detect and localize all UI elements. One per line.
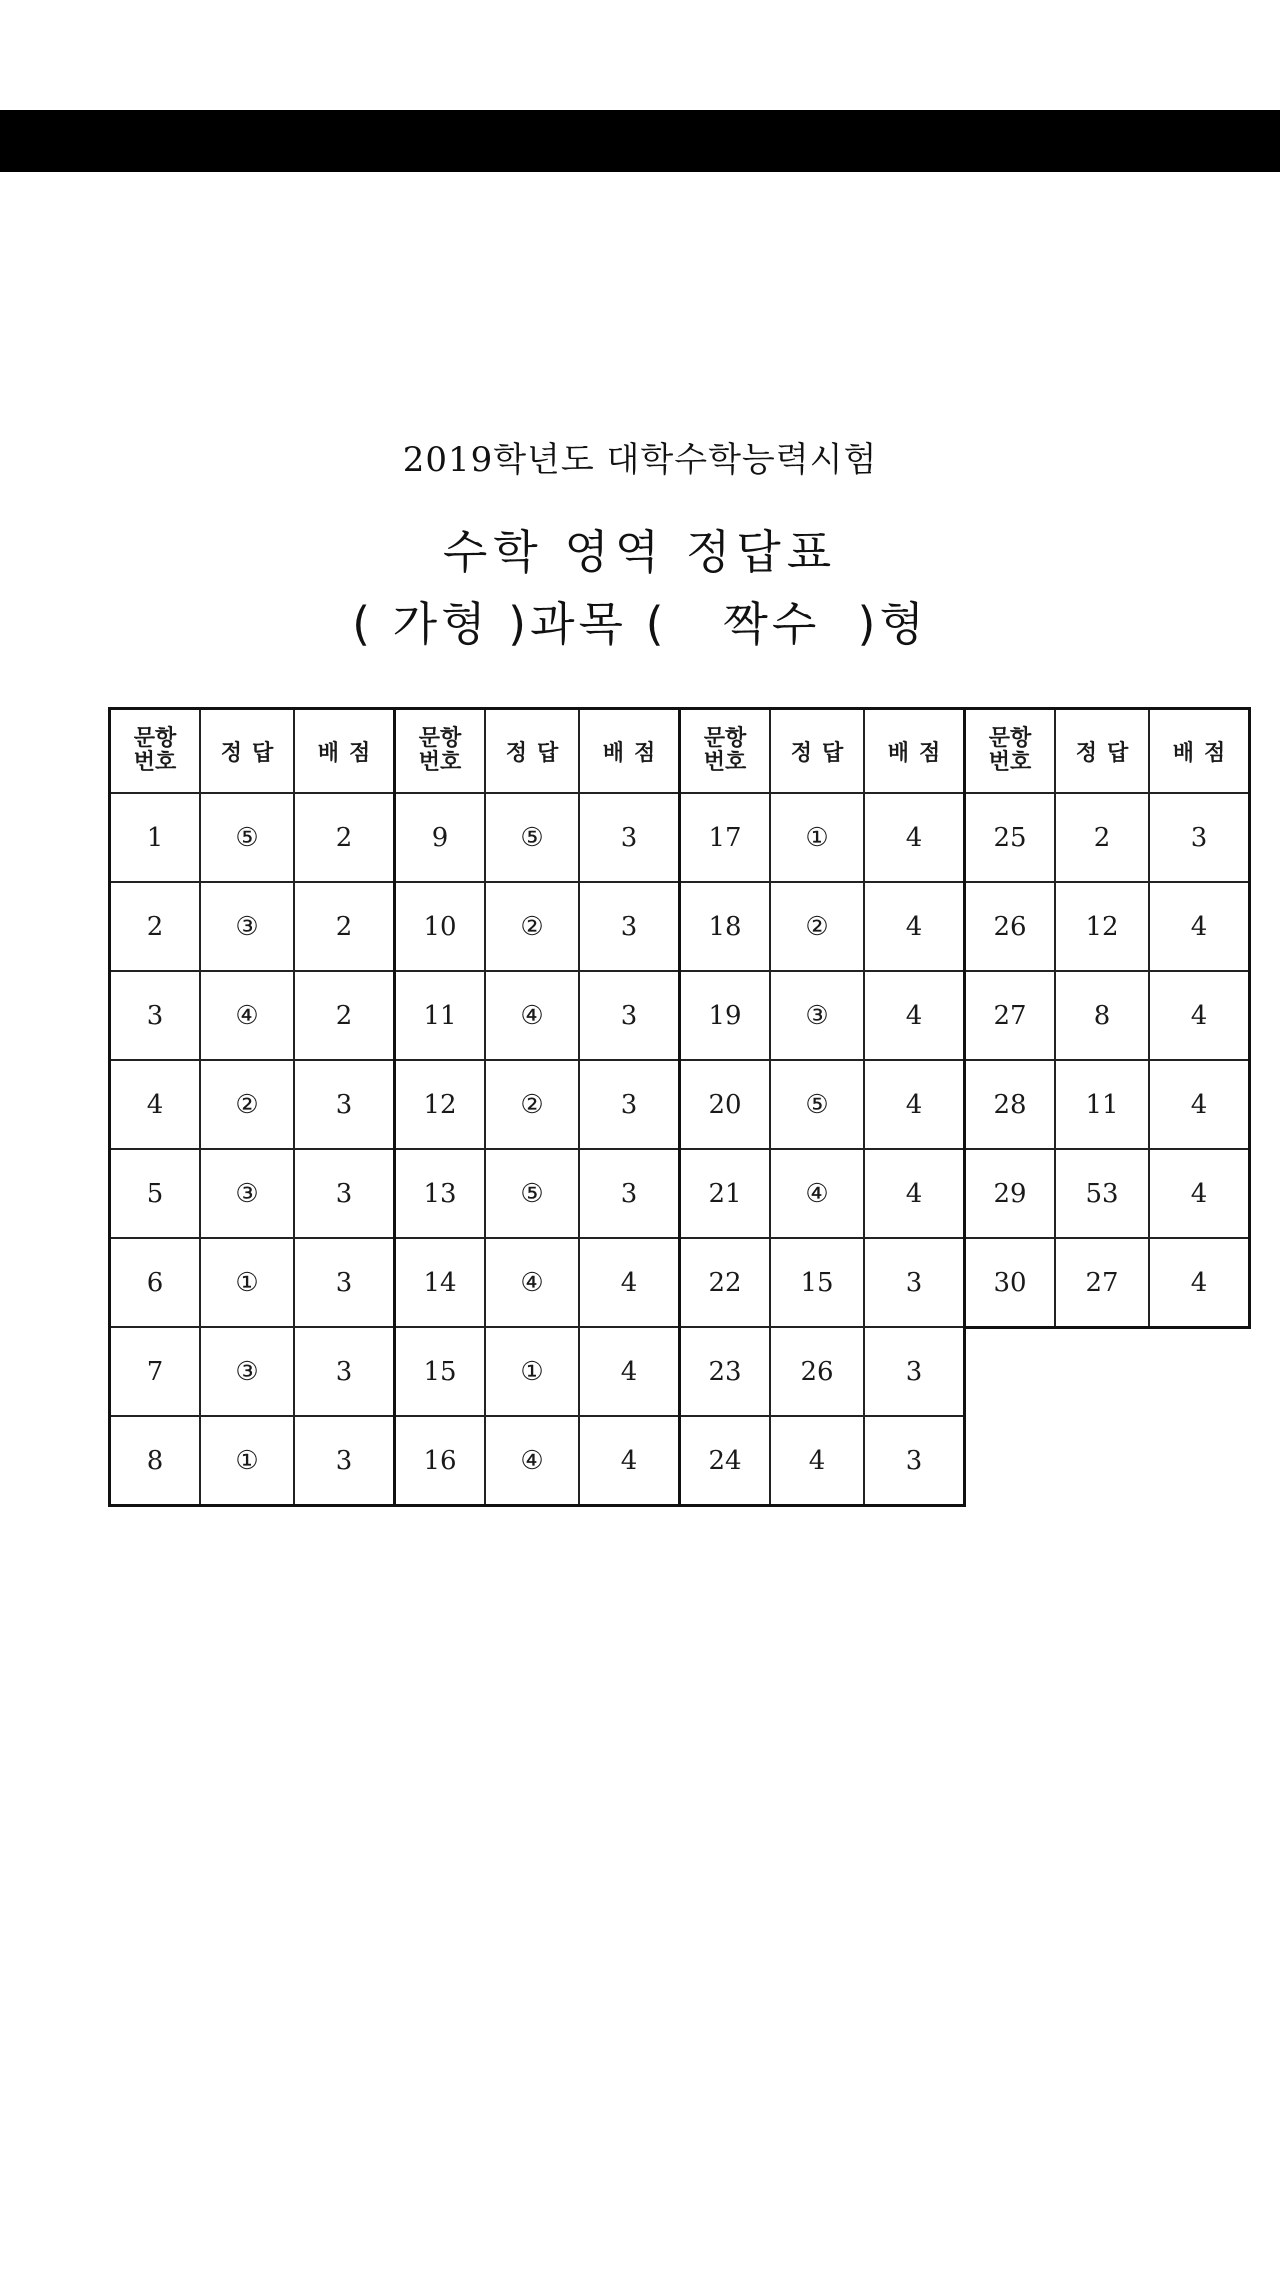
header-answer: 정답	[1055, 709, 1149, 794]
header-question-number-line1: 문항	[418, 726, 462, 751]
question-number-cell: 21	[680, 1149, 771, 1238]
question-number-cell: 28	[965, 1060, 1056, 1149]
header-question-number-line2: 번호	[988, 750, 1032, 775]
question-number-cell: 17	[680, 793, 771, 882]
answer-cell: ①	[200, 1416, 294, 1506]
answer-cell: ④	[485, 1416, 579, 1506]
answer-cell: 8	[1055, 971, 1149, 1060]
answer-cell: 26	[770, 1327, 864, 1416]
table-header-row	[110, 709, 395, 794]
answer-cell: ④	[485, 1238, 579, 1327]
table-row	[395, 1238, 680, 1327]
answer-cell: ①	[200, 1238, 294, 1327]
table-row	[395, 1149, 680, 1238]
table-row	[965, 1149, 1250, 1238]
answer-cell: ④	[485, 971, 579, 1060]
question-number-cell: 23	[680, 1327, 771, 1416]
answer-table-block	[963, 707, 1251, 1329]
points-cell: 4	[864, 882, 965, 971]
table-row	[110, 793, 395, 882]
points-cell: 4	[1149, 1060, 1250, 1149]
points-cell: 4	[1149, 1149, 1250, 1238]
answer-cell: 11	[1055, 1060, 1149, 1149]
answer-cell: ③	[770, 971, 864, 1060]
points-cell: 3	[579, 882, 680, 971]
table-header-row	[965, 709, 1250, 794]
header-question-number-line2: 번호	[133, 750, 177, 775]
question-number-cell: 15	[395, 1327, 486, 1416]
answer-table-block	[108, 707, 396, 1507]
answer-cell: ①	[485, 1327, 579, 1416]
header-points: 배점	[1149, 709, 1250, 794]
answer-cell: 27	[1055, 1238, 1149, 1328]
points-cell: 3	[864, 1238, 965, 1327]
sheet-title: 수학 영역 정답표	[442, 525, 838, 579]
points-cell: 3	[1149, 793, 1250, 882]
answer-cell: 2	[1055, 793, 1149, 882]
table-header-row	[680, 709, 965, 794]
header-question-number	[680, 709, 771, 794]
points-cell: 2	[294, 882, 395, 971]
points-cell: 4	[864, 971, 965, 1060]
header-question-number-line1: 문항	[133, 726, 177, 751]
header-question-number	[965, 709, 1056, 794]
answer-table-block	[678, 707, 966, 1507]
table-row	[395, 971, 680, 1060]
answer-cell: 4	[770, 1416, 864, 1506]
table-row	[680, 793, 965, 882]
points-cell: 2	[294, 793, 395, 882]
points-cell: 3	[579, 793, 680, 882]
table-row	[965, 971, 1250, 1060]
points-cell: 4	[579, 1327, 680, 1416]
points-cell: 3	[294, 1416, 395, 1506]
table-row	[680, 1327, 965, 1416]
points-cell: 2	[294, 971, 395, 1060]
header-answer: 정답	[485, 709, 579, 794]
header-question-number-line1: 문항	[988, 726, 1032, 751]
exam-title: 2019학년도 대학수학능력시험	[402, 440, 878, 480]
question-number-cell: 25	[965, 793, 1056, 882]
header-question-number-line1: 문항	[703, 726, 747, 751]
points-cell: 4	[864, 793, 965, 882]
question-number-cell: 26	[965, 882, 1056, 971]
answer-cell: ③	[200, 882, 294, 971]
table-row	[680, 1416, 965, 1506]
table-row	[110, 1416, 395, 1506]
answer-cell: ②	[200, 1060, 294, 1149]
table-row	[680, 1238, 965, 1327]
header-points: 배점	[579, 709, 680, 794]
question-number-cell: 22	[680, 1238, 771, 1327]
table-row	[395, 1416, 680, 1506]
question-number-cell: 12	[395, 1060, 486, 1149]
question-number-cell: 6	[110, 1238, 201, 1327]
header-points: 배점	[294, 709, 395, 794]
header-question-number	[395, 709, 486, 794]
answer-cell: ③	[200, 1327, 294, 1416]
table-row	[110, 1060, 395, 1149]
type-line: ( 가형 )과목 ( 짝수 )형	[352, 597, 928, 651]
points-cell: 3	[294, 1149, 395, 1238]
table-row	[110, 971, 395, 1060]
table-row	[110, 1149, 395, 1238]
answer-cell: ②	[485, 882, 579, 971]
question-number-cell: 1	[110, 793, 201, 882]
points-cell: 3	[864, 1416, 965, 1506]
question-number-cell: 4	[110, 1060, 201, 1149]
answer-table-block	[393, 707, 681, 1507]
answer-cell: ⑤	[770, 1060, 864, 1149]
question-number-cell: 20	[680, 1060, 771, 1149]
points-cell: 3	[864, 1327, 965, 1416]
question-number-cell: 24	[680, 1416, 771, 1506]
table-row	[680, 971, 965, 1060]
points-cell: 4	[864, 1149, 965, 1238]
question-number-cell: 18	[680, 882, 771, 971]
answer-cell: ③	[200, 1149, 294, 1238]
header-question-number-line2: 번호	[703, 750, 747, 775]
table-row	[395, 1060, 680, 1149]
header-points: 배점	[864, 709, 965, 794]
header-answer: 정답	[200, 709, 294, 794]
answer-cell: ⑤	[200, 793, 294, 882]
points-cell: 4	[1149, 1238, 1250, 1328]
question-number-cell: 11	[395, 971, 486, 1060]
table-row	[680, 882, 965, 971]
question-number-cell: 8	[110, 1416, 201, 1506]
answer-cell: ⑤	[485, 793, 579, 882]
header-answer: 정답	[770, 709, 864, 794]
question-number-cell: 30	[965, 1238, 1056, 1328]
answer-cell: 12	[1055, 882, 1149, 971]
question-number-cell: 7	[110, 1327, 201, 1416]
points-cell: 3	[579, 971, 680, 1060]
question-number-cell: 3	[110, 971, 201, 1060]
question-number-cell: 13	[395, 1149, 486, 1238]
answer-cell: ④	[200, 971, 294, 1060]
answer-key-grid	[108, 707, 1251, 1507]
table-row	[395, 882, 680, 971]
points-cell: 3	[294, 1238, 395, 1327]
points-cell: 4	[1149, 971, 1250, 1060]
table-row	[110, 882, 395, 971]
points-cell: 4	[864, 1060, 965, 1149]
answer-cell: ②	[770, 882, 864, 971]
points-cell: 4	[579, 1416, 680, 1506]
answer-cell: 15	[770, 1238, 864, 1327]
table-row	[965, 1060, 1250, 1149]
table-row	[965, 882, 1250, 971]
table-row	[110, 1238, 395, 1327]
points-cell: 3	[579, 1060, 680, 1149]
question-number-cell: 2	[110, 882, 201, 971]
table-row	[110, 1327, 395, 1416]
question-number-cell: 9	[395, 793, 486, 882]
answer-cell: ⑤	[485, 1149, 579, 1238]
table-row	[395, 793, 680, 882]
table-row	[680, 1060, 965, 1149]
question-number-cell: 29	[965, 1149, 1056, 1238]
answer-cell: 53	[1055, 1149, 1149, 1238]
top-black-bar	[0, 110, 1280, 172]
table-row	[965, 793, 1250, 882]
header-question-number-line2: 번호	[418, 750, 462, 775]
header-question-number	[110, 709, 201, 794]
question-number-cell: 10	[395, 882, 486, 971]
table-header-row	[395, 709, 680, 794]
points-cell: 3	[579, 1149, 680, 1238]
question-number-cell: 14	[395, 1238, 486, 1327]
points-cell: 4	[579, 1238, 680, 1327]
answer-cell: ②	[485, 1060, 579, 1149]
points-cell: 4	[1149, 882, 1250, 971]
question-number-cell: 5	[110, 1149, 201, 1238]
answer-cell: ④	[770, 1149, 864, 1238]
table-row	[680, 1149, 965, 1238]
points-cell: 3	[294, 1060, 395, 1149]
points-cell: 3	[294, 1327, 395, 1416]
question-number-cell: 19	[680, 971, 771, 1060]
question-number-cell: 27	[965, 971, 1056, 1060]
table-row	[965, 1238, 1250, 1328]
table-row	[395, 1327, 680, 1416]
question-number-cell: 16	[395, 1416, 486, 1506]
answer-cell: ①	[770, 793, 864, 882]
